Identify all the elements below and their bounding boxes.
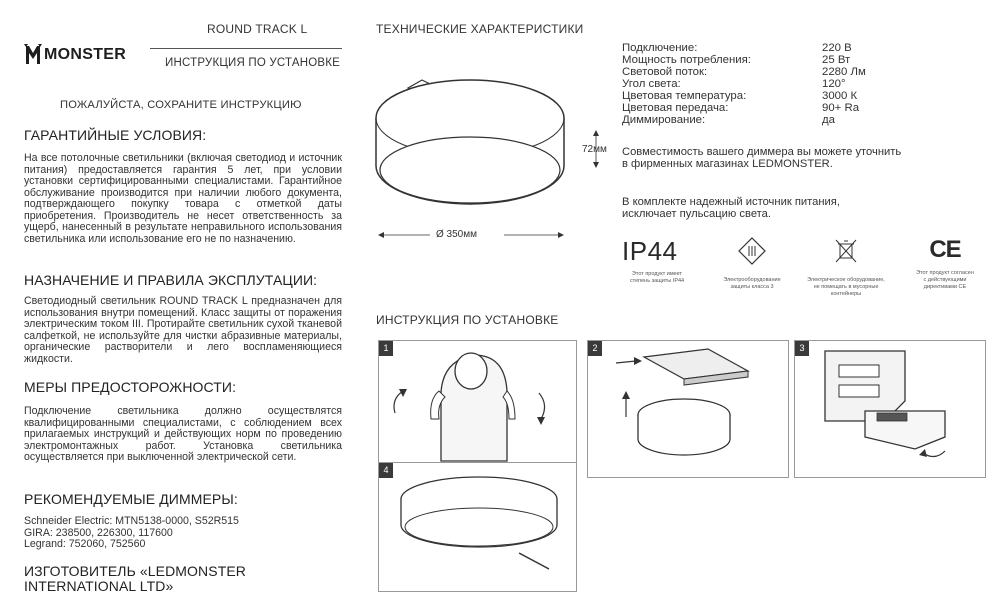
- document-subtitle: ИНСТРУКЦИЯ ПО УСТАНОВКЕ: [165, 57, 341, 69]
- precautions-title: МЕРЫ ПРЕДОСТОРОЖНОСТИ:: [24, 379, 237, 395]
- step-number: 4: [379, 463, 393, 478]
- dimmer-compatibility-note: Совместимость вашего диммера вы можете уточнить в фирменных магазинах LEDMONSTER.: [622, 146, 902, 170]
- manufacturer: [24, 564, 246, 594]
- install-step-3: [794, 340, 986, 478]
- class3-badge: Электрооборудование защиты класса 3: [712, 236, 792, 291]
- step-number: 3: [795, 341, 809, 356]
- spec-value: 90+ Ra: [822, 102, 860, 114]
- height-dimension-label: 72мм: [582, 144, 607, 155]
- spec-label: Световой поток:: [622, 66, 708, 78]
- dimmer-line: Schneider Electric: MTN5138-0000, S52R515: [24, 515, 239, 527]
- install-step-1: [378, 340, 577, 478]
- spec-label: Угол света:: [622, 78, 681, 90]
- warranty-text: На все потолочные светильники (включая светодиод и источник питания) предоставляется гарантия 5 лет, при условии установки сертифицированными специалистами. Гарантийное обслуживание производится при наличии любого документа, подтверждающего покупку товара с отметкой даты приобретения. Производитель не несет ответственность за ущерб, нанесенный в результате неправильного использования светильника или использование его не по назначению.: [24, 152, 342, 245]
- adapter-lock-illustration: [795, 341, 985, 477]
- product-name: ROUND TRACK L: [207, 22, 308, 36]
- spec-label: Подключение:: [622, 42, 698, 54]
- rotate-adapter-illustration: [379, 341, 576, 477]
- save-note: ПОЖАЛУЙСТА, СОХРАНИТЕ ИНСТРУКЦИЮ: [60, 99, 302, 111]
- precautions-text: Подключение светильника должно осуществлятся квалифицированными специалистами, с соблюдением всех прилагаемых инструкций и действующих норм по проведению электромонтажных работ. Установка светильника осуществляется при выключенной электрической сети.: [24, 405, 342, 463]
- brand-name: MONSTER: [44, 46, 127, 63]
- step-number: 2: [588, 341, 602, 356]
- ip44-badge: IP44 Этот продукт имеет степень защиты IP44: [622, 236, 692, 285]
- dimmer-line: Legrand: 752060, 752560: [24, 538, 146, 550]
- spec-value: 2280 Лм: [822, 66, 866, 78]
- spec-label: Диммирование:: [622, 114, 706, 126]
- spec-value: 220 В: [822, 42, 852, 54]
- finished-installation-illustration: [379, 463, 576, 591]
- install-step-2: [587, 340, 789, 478]
- diameter-dimension-label: Ø 350мм: [436, 229, 477, 240]
- install-step-4: [378, 462, 577, 592]
- manufacturer-line: ИЗГОТОВИТЕЛЬ «LEDMONSTER: [24, 563, 246, 579]
- spec-value: 25 Вт: [822, 54, 851, 66]
- install-title: ИНСТРУКЦИЯ ПО УСТАНОВКЕ: [376, 313, 559, 327]
- power-supply-note: В комплекте надежный источник питания, исключает пульсацию света.: [622, 196, 840, 220]
- dimmers-list: [24, 516, 239, 551]
- purpose-title: НАЗНАЧЕНИЕ И ПРАВИЛА ЭКСПЛУТАЦИИ:: [24, 272, 318, 288]
- monster-logo-icon: [24, 44, 42, 66]
- specs-title: ТЕХНИЧЕСКИЕ ХАРАКТЕРИСТИКИ: [376, 22, 584, 36]
- lamp-dimension-drawing: [370, 70, 610, 250]
- warranty-title: ГАРАНТИЙНЫЕ УСЛОВИЯ:: [24, 127, 207, 143]
- ip44-icon: IP44: [622, 236, 678, 266]
- purpose-text: Светодиодный светильник ROUND TRACK L предназначен для использования внутри помещений. Класс защиты от поражения электрическим током III. Протирайте светильник сухой тканевой салфеткой, не используйте для чистки абразивные материалы, органические растворители и лего воспламеняющиеся жидкости.: [24, 295, 342, 365]
- spec-value: да: [822, 114, 835, 126]
- step-number: 1: [379, 341, 393, 356]
- crossed-bin-icon: [800, 236, 892, 266]
- spec-value: 3000 К: [822, 90, 858, 102]
- weee-badge: Электрическое оборудование, не помещать в мусорные контейнеры: [800, 236, 892, 298]
- dimmers-title: РЕКОМЕНДУЕМЫЕ ДИММЕРЫ:: [24, 491, 238, 507]
- ce-badge: CE Этот продукт согласен с действующими директивами CE: [905, 236, 985, 291]
- spec-label: Мощность потребления:: [622, 54, 751, 66]
- class3-protection-icon: [712, 236, 792, 266]
- ce-mark-icon: CE: [929, 236, 961, 263]
- spec-label: Цветовая температура:: [622, 90, 747, 102]
- spec-value: 120°: [822, 78, 846, 90]
- mount-to-track-illustration: [588, 341, 788, 477]
- header-divider: [150, 48, 342, 49]
- manufacturer-line: INTERNATIONAL LTD»: [24, 578, 174, 594]
- dimmer-line: GIRA: 238500, 226300, 117600: [24, 526, 173, 539]
- spec-label: Цветовая передача:: [622, 102, 729, 114]
